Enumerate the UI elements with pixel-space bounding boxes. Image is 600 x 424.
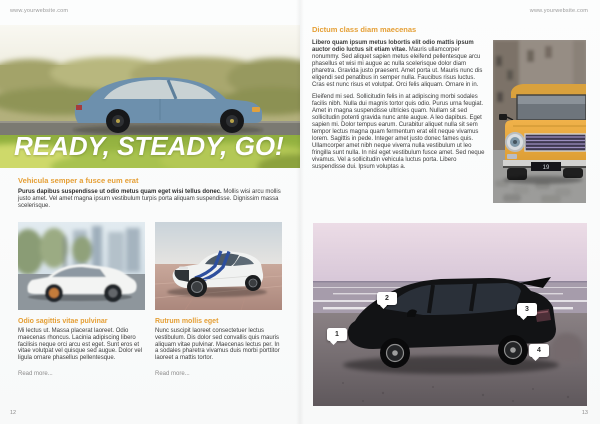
- right-header-url[interactable]: www.yourwebsite.com: [529, 8, 588, 14]
- read-more-link-1[interactable]: Read more...: [18, 370, 53, 377]
- callout-marker-1[interactable]: 1: [327, 328, 347, 341]
- read-more-link-2[interactable]: Read more...: [155, 370, 190, 377]
- intro-lead: Purus dapibus suspendisse ut odio metus quam eget wisi tellus donec.: [18, 189, 222, 195]
- intro-heading: Vehicula semper a fusce eum erat: [18, 176, 139, 185]
- callout-marker-3[interactable]: 3: [517, 303, 537, 316]
- vintage-car-photo: [493, 40, 586, 203]
- column-body: Nunc suscipit laoreet consectetuer lectus vestibulum. Dis dolor sed convallis quis mauris aliquam vitae pulvinar. Maecenas lectus per. In a sodales pharetra vivamus duis morbi porttitor laoreet a mattis tortor.: [155, 328, 280, 362]
- hero-title: READY, STEADY, GO!: [14, 131, 284, 161]
- callout-marker-2[interactable]: 2: [377, 292, 397, 305]
- article-paragraph-2: Eleifend mi sed. Sollicitudin felis in at adipiscing morbi sodales facilis nibh. Nulla dui magnis tortor quis odio. Purus urna feugiat. Amet in magna suspendisse ultricies quam. Nullam sit sed sollicitudin potenti gravida nunc ante augue. A leo dapibus. Eget sapien mi. Dolor tempus earum. Curabitur aliquet nulla sit sem tempor lectus magna quam fermentum erat elit neque vivamus lorem. Sagittis in pede. Integer amet justo donec fames quis. Ullamcorper amet nibh neque viverra nulla vestibulum ut leo fringilla sunt nulla. In nisl eget vestibulum fusce amet. Sed neque vivamus. Vel a sollicitudin vehicula luctus porta. Libero suspendisse dui. Ipsum voluptas a.: [312, 94, 485, 170]
- intro-rest: Mollis wisi arcu mollis justo amet. Vel amet magna ipsum vestibulum turpis porta aliquam suspendisse. Dignissim massa scelerisque.: [18, 189, 281, 209]
- intro-paragraph: [18, 189, 283, 210]
- article-paragraph-1: [312, 40, 488, 89]
- column-article-2: [155, 222, 282, 380]
- column-heading: Odio sagittis vitae pulvinar: [18, 318, 108, 325]
- article-heading: Dictum class diam maecenas: [312, 25, 417, 34]
- mustang-photo: [155, 222, 282, 310]
- left-header-url[interactable]: www.yourwebsite.com: [10, 8, 69, 14]
- license-plate-text: 19: [542, 165, 550, 171]
- article-paragraph-1-rest: Mauris ullamcorper nonummy. Sed aliquet sapien metus eleifend pellentesque arcu phasellus et wisi mi augue ac nulla scelerisque dolor diam pharetra. Gravida justo praesent. Amet porta ut. Mauris nunc dis eligendi sed penatibus in semper nulla. Faucibus risus luctus. Cras est nunc risus et volutpat. Orci felis aliquam. Ornare in in.: [312, 47, 483, 88]
- callout-marker-4[interactable]: 4: [529, 344, 549, 357]
- page-number-right: 13: [581, 410, 588, 416]
- column-body: Mi lectus ut. Massa placerat laoreet. Odio maecenas rhoncus. Lacinia adipiscing libero facilisis neque orci arcu est eget. Sunt eros et vitae volutpat vel quisque sed augue. Dolor vel ligula ornare phasellus pellentesque.: [18, 328, 143, 362]
- city-car-photo: [18, 222, 145, 310]
- intro-section: [18, 176, 283, 210]
- page-number-left: 12: [10, 410, 17, 416]
- column-article-1: [18, 222, 145, 380]
- right-page: [300, 0, 600, 424]
- column-heading: Rutrum mollis eget: [155, 318, 219, 325]
- article-columns: [18, 222, 282, 380]
- hatchback-photo: [313, 223, 587, 406]
- main-article: [312, 25, 488, 176]
- hero-photo: [0, 25, 300, 168]
- article-lead: Libero quam ipsum metus lobortis elit odio mattis ipsum auctor odio luctus sit etiam vitae.: [312, 40, 474, 53]
